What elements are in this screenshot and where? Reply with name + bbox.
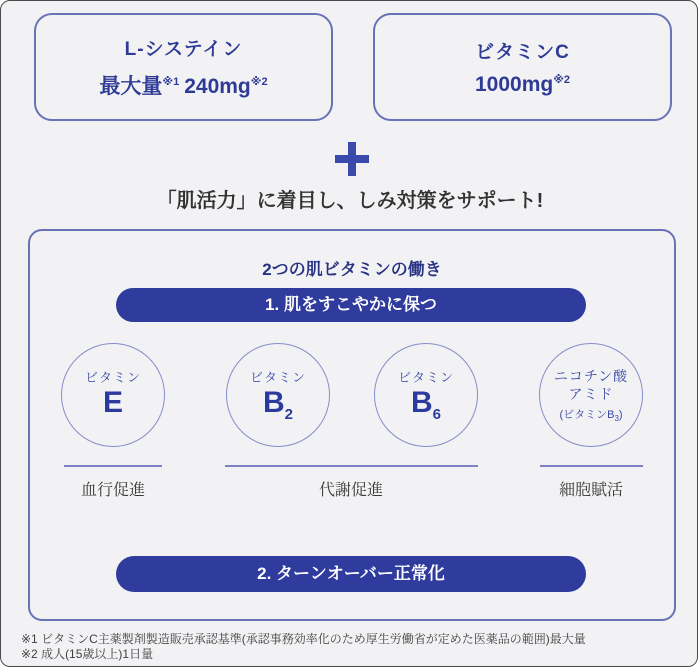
footnote-1: ※1 ビタミンC主薬製剤製造販売承認基準(承認事務効率化のため厚生労働省が定めた医薬品の範囲)最大量 bbox=[21, 632, 586, 646]
catchphrase: 「肌活力」に着目し、しみ対策をサポート! bbox=[156, 190, 544, 212]
plus-bar-vertical bbox=[348, 142, 356, 176]
plus-icon bbox=[335, 142, 369, 176]
ingredient-amount bbox=[99, 70, 267, 100]
vitamin-letter: $B_6$ bbox=[410, 385, 441, 423]
amount-value: 240mg bbox=[184, 75, 251, 98]
vitamin-label: ビタミン bbox=[249, 369, 306, 385]
footnote-ref-2: ※2 bbox=[250, 76, 268, 88]
footnote-ref-2: ※2 bbox=[553, 74, 571, 86]
vitamin-circle-e bbox=[61, 343, 165, 447]
vitamin-paren-label: (ビタミン$B_3$) bbox=[559, 408, 623, 423]
ingredient-amount bbox=[475, 73, 570, 97]
footnote-ref-1: ※1 bbox=[162, 76, 180, 88]
underline-blood-circulation bbox=[64, 465, 162, 467]
ingredient-box-vitamin-c bbox=[373, 13, 672, 121]
vitamin-circle-nicotinamide bbox=[539, 343, 643, 447]
function-label-cell-activation: 細胞賦活 bbox=[558, 482, 623, 499]
vitamin-label: ビタミン bbox=[84, 369, 141, 385]
vitamin-name-line2: アミド bbox=[568, 386, 614, 403]
banner-keep-skin-healthy: 1. 肌をすこやかに保つ bbox=[116, 288, 586, 322]
footnotes bbox=[21, 632, 586, 662]
footnote-2: ※2 成人(15歳以上)1日量 bbox=[21, 647, 154, 661]
ingredient-name: ビタミンC bbox=[475, 42, 570, 63]
amount-value: 1000mg bbox=[474, 73, 554, 96]
amount-prefix: 最大量 bbox=[99, 75, 163, 98]
banner-turnover-normalization: 2. ターンオーバー正常化 bbox=[116, 556, 586, 592]
vitamin-circle-b2 bbox=[226, 343, 330, 447]
underline-cell-activation bbox=[540, 465, 643, 467]
vitamin-label: ビタミン bbox=[397, 369, 454, 385]
vitamin-name-line1: ニコチン酸 bbox=[553, 368, 629, 385]
function-label-blood-circulation: 血行促進 bbox=[80, 482, 145, 499]
panel-title: 2つの肌ビタミンの働き bbox=[262, 260, 442, 279]
underline-metabolism bbox=[225, 465, 478, 467]
vitamin-letter: E bbox=[102, 385, 123, 419]
ingredient-box-l-cysteine bbox=[34, 13, 333, 121]
vitamin-circle-b6 bbox=[374, 343, 478, 447]
vitamin-letter: $B_2$ bbox=[262, 385, 293, 423]
function-label-metabolism: 代謝促進 bbox=[318, 482, 383, 499]
skin-vitamins-panel bbox=[28, 229, 676, 621]
ingredient-name: L-システイン bbox=[124, 39, 243, 60]
